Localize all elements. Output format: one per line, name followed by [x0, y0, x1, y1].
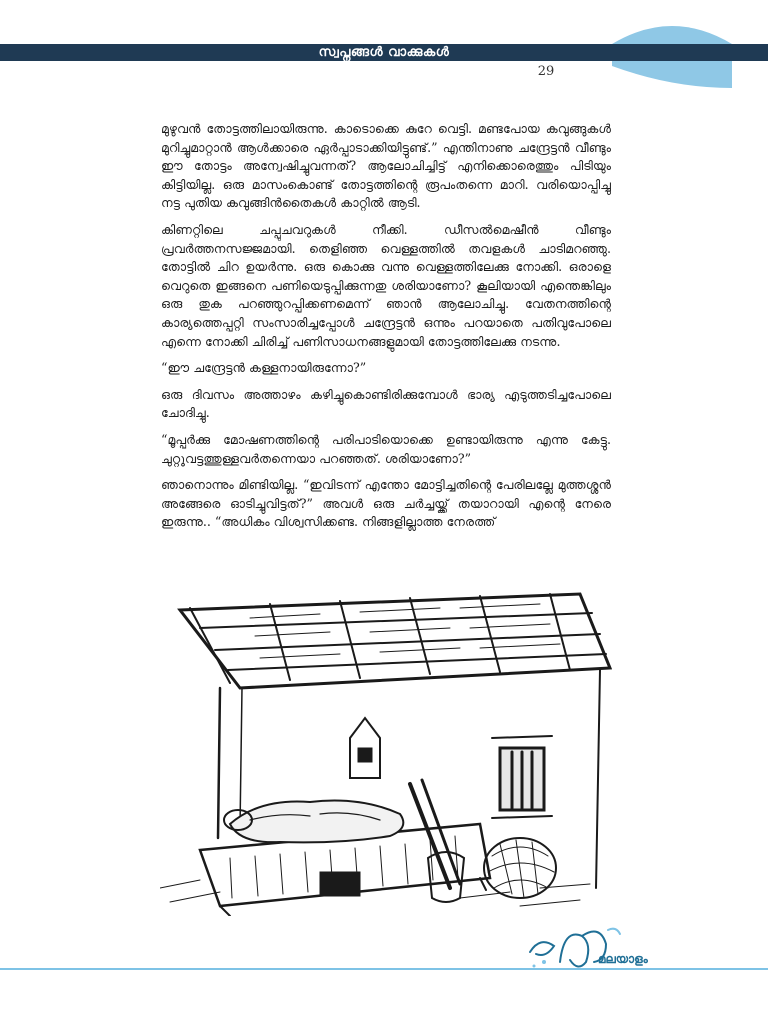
paragraph: മുഴുവൻ തോട്ടത്തിലായിരുന്നു. കാടൊക്കെ കുറേ വെട്ടി. മണ്ടപോയ കവുങ്ങുകൾ മുറിച്ചുമാറ്റാൻ ആൾക്കാരെ ഏർപ്പാടാക്കിയിട്ടുണ്ട്.” എന്തിനാണു ചന്ദ്രേട്ടൻ വീണ്ടും ഈ തോട്ടം അന്വേഷിച്ചുവന്നത്? ആലോചിച്ചിട്ട് എനിക്കൊരെത്തും പിടിയും കിട്ടിയില്ല. ഒരു മാസംകൊണ്ട് തോട്ടത്തിന്റെ രൂപംതന്നെ മാറി. വരിയൊപ്പിച്ചു നട്ട പുതിയ കവുങ്ങിൻതൈകൾ കാറ്റിൽ ആടി.	[161, 121, 611, 211]
page-number: 29	[537, 64, 555, 79]
running-header-title: സ്വപ്നങ്ങൾ വാക്കുകൾ	[318, 45, 450, 60]
paragraph: ഞാനൊന്നും മിണ്ടിയില്ല. “ഇവിടന്ന് എന്തോ മോട്ടിച്ചതിന്റെ പേരിലല്ലേ മുത്തശ്ശൻ അങ്ങേരെ ഓടിച്ചുവിട്ടത്?” അവൾ ഒരു ചർച്ചയ്ക്ക് തയാറായി എന്റെ നേരെ ഇരുന്നു.. “അധികം വിശ്വസിക്കണ്ട. നിങ്ങളില്ലാത്ത നേരത്ത്	[161, 477, 611, 530]
sleeping-man-hut-illustration	[160, 588, 612, 916]
paragraph: “മൂപ്പർക്കു മോഷണത്തിന്റെ പരിപാടിയൊക്കെ ഉണ്ടായിരുന്നു എന്നു കേട്ടു. ചുറ്റുവട്ടത്തുള്ളവർതന്നെയാ പറഞ്ഞത്. ശരിയാണോ?”	[161, 431, 611, 466]
logo-wordmark: മലയാളം	[598, 952, 648, 966]
body-text	[161, 120, 611, 540]
paragraph: കിണറ്റിലെ ചപ്പുചവറുകൾ നീക്കി. ഡീസൽമെഷീൻ വീണ്ടും പ്രവർത്തനസജ്ജമായി. തെളിഞ്ഞ വെള്ളത്തിൽ തവളകൾ ചാടിമറഞ്ഞു. തോട്ടിൽ ചിറ ഉയർന്നു. ഒരു കൊക്കു വന്നു വെള്ളത്തിലേക്കു നോക്കി. ഒരാളെ വെറുതെ ഇങ്ങനെ പണിയെടുപ്പിക്കുന്നതു ശരിയാണോ? കൂലിയായി എന്തെങ്കിലും ഒരു തുക പറഞ്ഞുറപ്പിക്കണമെന്ന് ഞാൻ ആലോചിച്ചു. വേതനത്തിന്റെ കാര്യത്തെപ്പറ്റി സംസാരിച്ചപ്പോൾ ചന്ദ്രേട്ടൻ ഒന്നും പറയാതെ പതിവുപോലെ എന്നെ നോക്കി ചിരിച്ച് പണിസാധനങ്ങളുമായി തോട്ടത്തിലേക്കു നടന്നു.	[161, 221, 611, 349]
paragraph: ഒരു ദിവസം അത്താഴം കഴിച്ചുകൊണ്ടിരിക്കുമ്പോൾ ഭാര്യ എടുത്തടിച്ചപോലെ ചോദിച്ചു.	[161, 386, 611, 421]
paragraph: “ഈ ചന്ദ്രേട്ടൻ കള്ളനായിരുന്നോ?”	[161, 360, 367, 376]
